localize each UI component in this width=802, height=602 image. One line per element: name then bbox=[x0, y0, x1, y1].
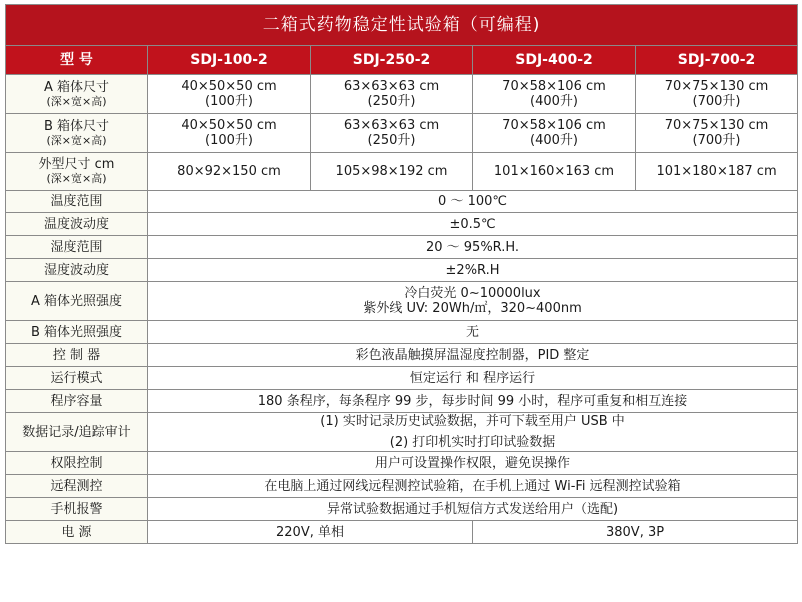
volume-text: (400升) bbox=[530, 94, 578, 109]
row-label: A 箱体光照强度 bbox=[6, 282, 148, 321]
spec-value: ±2%R.H bbox=[148, 259, 798, 282]
size-row-a bbox=[6, 75, 798, 114]
size-cell bbox=[473, 114, 636, 153]
spec-line: (2) 打印机实时打印试验数据 bbox=[389, 435, 556, 450]
row-label: 运行模式 bbox=[6, 367, 148, 390]
row-label-sub: (深×宽×高) bbox=[46, 94, 107, 108]
size-cell bbox=[473, 75, 636, 114]
table-title: 二箱式药物稳定性试验箱（可编程) bbox=[6, 5, 798, 46]
row-label bbox=[6, 75, 148, 114]
row-label-text: A 箱体尺寸 bbox=[43, 79, 110, 95]
volume-text: (400升) bbox=[530, 133, 578, 148]
spec-line: 紫外线 UV: 20Wh/㎡，320~400nm bbox=[363, 301, 582, 316]
spec-row bbox=[6, 282, 798, 321]
row-label: 湿度范围 bbox=[6, 236, 148, 259]
spec-row bbox=[6, 191, 798, 213]
dimension-text: 70×75×130 cm bbox=[664, 79, 769, 94]
row-label: 控 制 器 bbox=[6, 344, 148, 367]
size-cell: 101×160×163 cm bbox=[473, 153, 636, 191]
spec-value: ±0.5℃ bbox=[148, 213, 798, 236]
volume-text: (700升) bbox=[692, 94, 741, 109]
spec-row bbox=[6, 413, 798, 452]
spec-value: 异常试验数据通过手机短信方式发送给用户（选配) bbox=[148, 498, 798, 521]
model-header: SDJ-100-2 bbox=[148, 46, 311, 75]
spec-row bbox=[6, 367, 798, 390]
row-label-sub: (深×宽×高) bbox=[46, 133, 107, 147]
power-value-single-phase: 220V, 单相 bbox=[148, 521, 473, 544]
spec-value: 在电脑上通过网线远程测控试验箱，在手机上通过 Wi-Fi 远程测控试验箱 bbox=[148, 475, 798, 498]
spec-row bbox=[6, 452, 798, 475]
row-label bbox=[6, 153, 148, 191]
size-cell bbox=[148, 75, 311, 114]
spec-line: 冷白荧光 0~10000lux bbox=[404, 286, 541, 301]
row-label bbox=[6, 114, 148, 153]
row-label: 手机报警 bbox=[6, 498, 148, 521]
power-value-three-phase: 380V, 3P bbox=[473, 521, 798, 544]
spec-line: (1) 实时记录历史试验数据，并可下载至用户 USB 中 bbox=[320, 414, 625, 429]
spec-value: 无 bbox=[148, 321, 798, 344]
dimension-text: 63×63×63 cm bbox=[343, 79, 440, 94]
volume-text: (250升) bbox=[367, 94, 416, 109]
size-cell: 105×98×192 cm bbox=[311, 153, 473, 191]
row-label: B 箱体光照强度 bbox=[6, 321, 148, 344]
model-header: SDJ-250-2 bbox=[311, 46, 473, 75]
row-label: 温度范围 bbox=[6, 191, 148, 213]
dimension-text: 40×50×50 cm bbox=[181, 118, 277, 133]
volume-text: (100升) bbox=[205, 94, 253, 109]
dimension-text: 70×75×130 cm bbox=[664, 118, 769, 133]
model-header: SDJ-700-2 bbox=[636, 46, 798, 75]
row-label: 数据记录/追踪审计 bbox=[6, 413, 148, 452]
size-cell: 101×180×187 cm bbox=[636, 153, 798, 191]
row-label-text: B 箱体尺寸 bbox=[43, 118, 110, 134]
spec-table bbox=[5, 4, 798, 544]
size-row-outer bbox=[6, 153, 798, 191]
dimension-text: 40×50×50 cm bbox=[181, 79, 277, 94]
volume-text: (250升) bbox=[367, 133, 416, 148]
spec-row bbox=[6, 236, 798, 259]
spec-row bbox=[6, 213, 798, 236]
spec-value: 彩色液晶触摸屏温湿度控制器，PID 整定 bbox=[148, 344, 798, 367]
spec-row bbox=[6, 321, 798, 344]
spec-row bbox=[6, 390, 798, 413]
dimension-text: 70×58×106 cm bbox=[502, 79, 606, 94]
row-label: 远程测控 bbox=[6, 475, 148, 498]
size-cell bbox=[148, 114, 311, 153]
spec-value: 20 ～ 95%R.H. bbox=[148, 236, 798, 259]
volume-text: (100升) bbox=[205, 133, 253, 148]
power-row bbox=[6, 521, 798, 544]
row-label: 温度波动度 bbox=[6, 213, 148, 236]
spec-row bbox=[6, 498, 798, 521]
volume-text: (700升) bbox=[692, 133, 741, 148]
row-label: 电 源 bbox=[6, 521, 148, 544]
size-cell bbox=[636, 114, 798, 153]
model-header: SDJ-400-2 bbox=[473, 46, 636, 75]
header-label: 型 号 bbox=[6, 46, 148, 75]
size-cell: 80×92×150 cm bbox=[148, 153, 311, 191]
row-label: 权限控制 bbox=[6, 452, 148, 475]
size-cell bbox=[311, 114, 473, 153]
spec-value: 恒定运行 和 程序运行 bbox=[148, 367, 798, 390]
row-label-text: 外型尺寸 cm bbox=[38, 157, 115, 172]
dimension-text: 63×63×63 cm bbox=[343, 118, 440, 133]
size-cell bbox=[311, 75, 473, 114]
size-cell bbox=[636, 75, 798, 114]
spec-value: 180 条程序，每条程序 99 步，每步时间 99 小时，程序可重复和相互连接 bbox=[148, 390, 798, 413]
spec-value: 用户可设置操作权限，避免误操作 bbox=[148, 452, 798, 475]
header-row bbox=[6, 46, 798, 75]
spec-value bbox=[148, 413, 798, 452]
size-row-b bbox=[6, 114, 798, 153]
title-row bbox=[6, 5, 798, 46]
row-label: 湿度波动度 bbox=[6, 259, 148, 282]
dimension-text: 70×58×106 cm bbox=[502, 118, 606, 133]
spec-value bbox=[148, 282, 798, 321]
spec-value: 0 ～ 100℃ bbox=[148, 191, 798, 213]
spec-row bbox=[6, 259, 798, 282]
row-label-sub: (深×宽×高) bbox=[46, 172, 107, 185]
spec-row bbox=[6, 475, 798, 498]
spec-row bbox=[6, 344, 798, 367]
row-label: 程序容量 bbox=[6, 390, 148, 413]
